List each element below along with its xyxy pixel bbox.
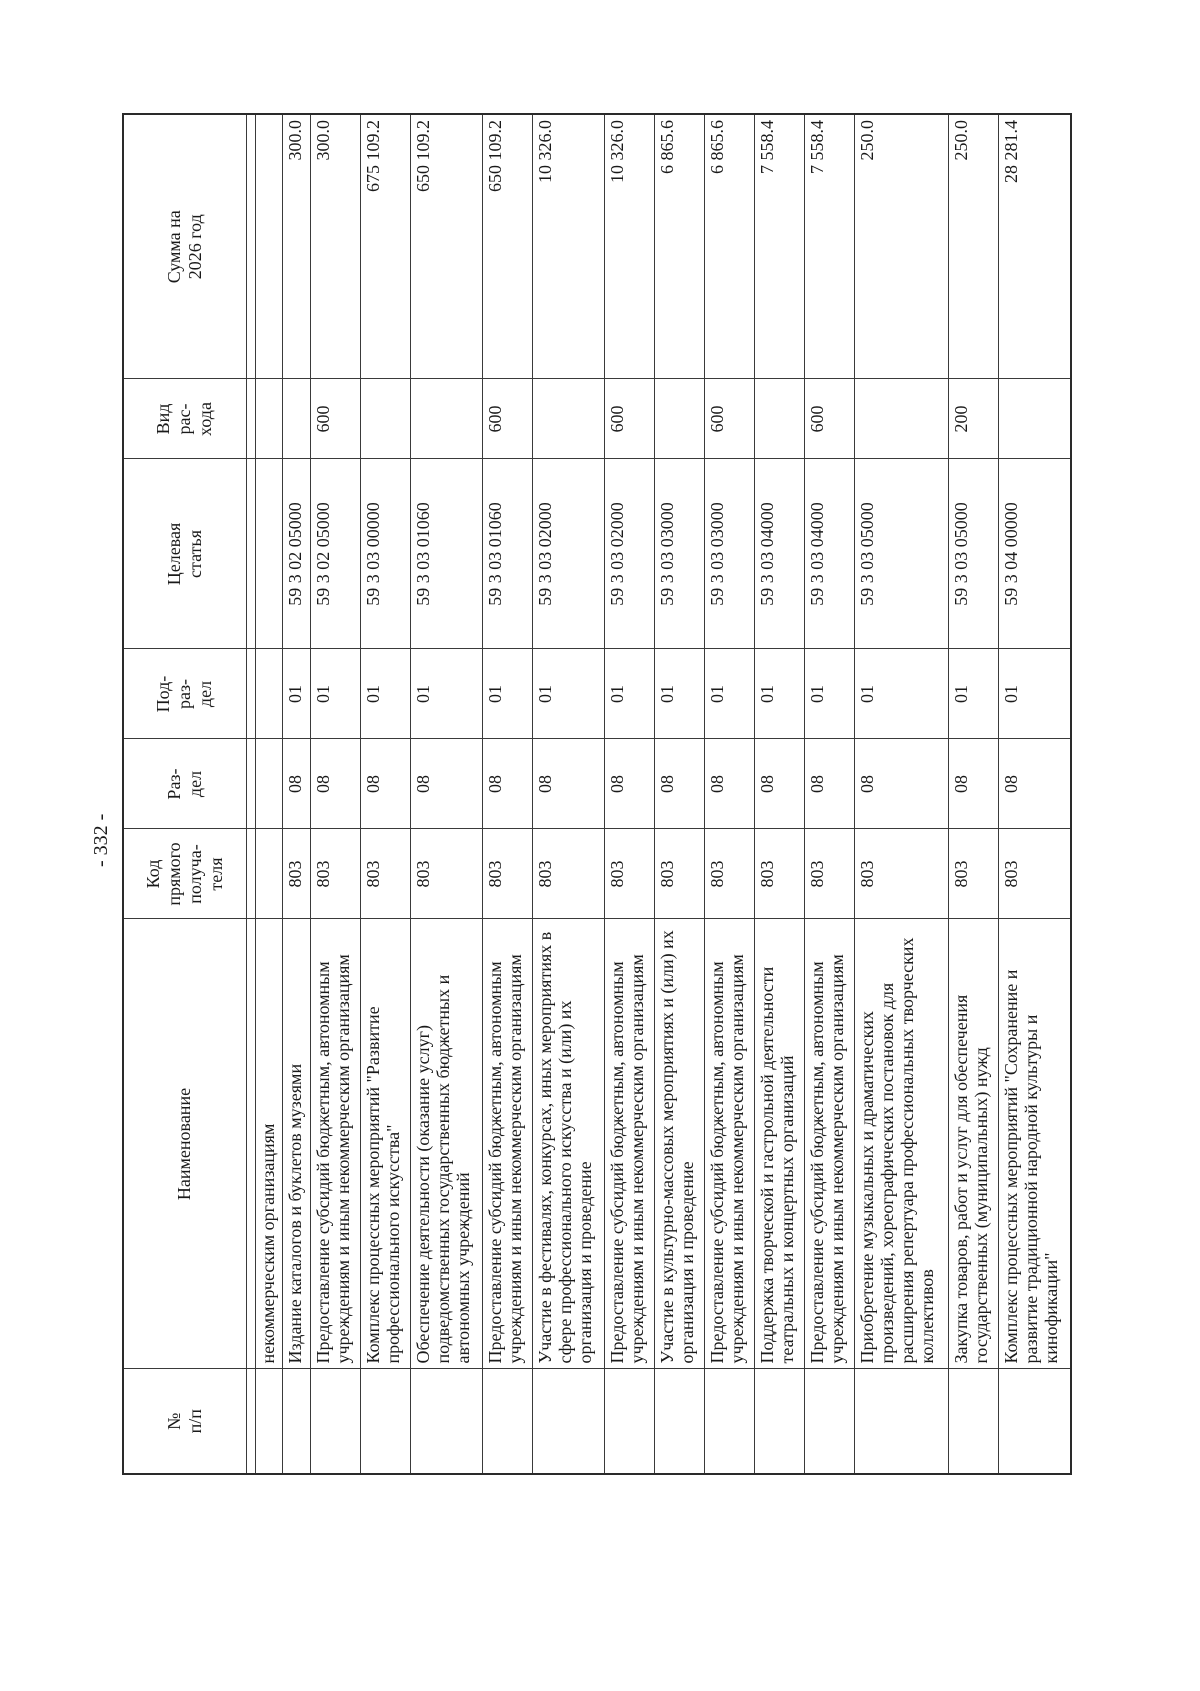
cell-section: 08 [948, 739, 998, 829]
cell-expense: 600 [604, 379, 654, 459]
cell-target: 59 3 03 03000 [654, 459, 704, 649]
cell-code: 803 [532, 829, 604, 919]
cell-sum: 300.0 [283, 114, 311, 379]
table-row [948, 114, 998, 1474]
table-row [604, 114, 654, 1474]
budget-table [122, 113, 1072, 1475]
table-row [310, 114, 360, 1474]
cell-target: 59 3 03 04000 [754, 459, 804, 649]
cell-code: 803 [283, 829, 311, 919]
cell-section: 08 [604, 739, 654, 829]
cell-target: 59 3 02 05000 [283, 459, 311, 649]
cell-sum: 10 326.0 [532, 114, 604, 379]
cell-number [360, 1369, 410, 1474]
cell-expense [283, 379, 311, 459]
cell-expense [360, 379, 410, 459]
cell-subsection: 01 [360, 649, 410, 739]
table-row [654, 114, 704, 1474]
cell-expense: 600 [704, 379, 754, 459]
cell-target: 59 3 03 00000 [360, 459, 410, 649]
cell-number [948, 1369, 998, 1474]
cell-sum: 650 109.2 [410, 114, 482, 379]
header-line: Наименование [174, 1087, 195, 1201]
cell-expense [255, 379, 283, 459]
cell-code: 803 [410, 829, 482, 919]
header-section [123, 739, 246, 829]
table-row [854, 114, 948, 1474]
table-header-row [123, 114, 246, 1474]
table-row [360, 114, 410, 1474]
cell-target: 59 3 03 05000 [948, 459, 998, 649]
cell-section: 08 [754, 739, 804, 829]
cell-subsection: 01 [310, 649, 360, 739]
header-line: Под- [153, 675, 174, 713]
header-line: прямого [163, 842, 184, 906]
header-line: теля [205, 857, 226, 891]
cell-target: 59 3 03 02000 [604, 459, 654, 649]
cell-section [255, 739, 283, 829]
cell-section: 08 [654, 739, 704, 829]
cell-name: Предоставление субсидий бюджетным, автономным учреждениям и иным некоммерческим организациям [604, 919, 654, 1369]
cell-number [410, 1369, 482, 1474]
cell-number [654, 1369, 704, 1474]
cell-target: 59 3 04 00000 [998, 459, 1071, 649]
cell-subsection: 01 [410, 649, 482, 739]
header-expense [123, 379, 246, 459]
cell-expense: 600 [482, 379, 532, 459]
cell-subsection: 01 [482, 649, 532, 739]
table-row [283, 114, 311, 1474]
cell-section: 08 [310, 739, 360, 829]
cell-name: Предоставление субсидий бюджетным, автономным учреждениям и иным некоммерческим организациям [482, 919, 532, 1369]
header-line: хода [195, 402, 216, 436]
cell-code: 803 [654, 829, 704, 919]
table-row [532, 114, 604, 1474]
cell-code [255, 829, 283, 919]
cell-sum: 250.0 [948, 114, 998, 379]
spacer-cell [246, 379, 255, 459]
cell-number [754, 1369, 804, 1474]
cell-sum [255, 114, 283, 379]
cell-name: Участие в культурно-массовых мероприятиях и (или) их организация и проведение [654, 919, 704, 1369]
cell-code: 803 [804, 829, 854, 919]
cell-number [854, 1369, 948, 1474]
cell-number [310, 1369, 360, 1474]
cell-sum: 7 558.4 [754, 114, 804, 379]
header-subsection [123, 649, 246, 739]
cell-sum: 650 109.2 [482, 114, 532, 379]
cell-name: Обеспечение деятельности (оказание услуг) подведомственных государственных бюджетных и автономных учреждений [410, 919, 482, 1369]
cell-target: 59 3 03 01060 [482, 459, 532, 649]
cell-name: Участие в фестивалях, конкурсах, иных мероприятиях в сфере профессионального искусства и (или) их организация и проведение [532, 919, 604, 1369]
header-line: раз- [174, 678, 195, 710]
cell-target [255, 459, 283, 649]
cell-target: 59 3 03 03000 [704, 459, 754, 649]
cell-code: 803 [704, 829, 754, 919]
cell-name: Комплекс процессных мероприятий "Сохранение и развитие традиционной народной культуры и кинофикации" [998, 919, 1071, 1369]
header-line: 2026 год [184, 214, 205, 280]
spacer-cell [246, 649, 255, 739]
cell-expense: 200 [948, 379, 998, 459]
cell-subsection: 01 [654, 649, 704, 739]
cell-target: 59 3 02 05000 [310, 459, 360, 649]
spacer-cell [246, 829, 255, 919]
header-line: дел [184, 770, 205, 798]
cell-number [704, 1369, 754, 1474]
cell-code: 803 [482, 829, 532, 919]
cell-name: Предоставление субсидий бюджетным, автономным учреждениям и иным некоммерческим организациям [704, 919, 754, 1369]
cell-subsection: 01 [532, 649, 604, 739]
table-row [998, 114, 1071, 1474]
cell-section: 08 [804, 739, 854, 829]
table-row [754, 114, 804, 1474]
table-row [482, 114, 532, 1474]
cell-name: некоммерческим организациям [255, 919, 283, 1369]
cell-subsection: 01 [604, 649, 654, 739]
header-sum [123, 114, 246, 379]
cell-section: 08 [360, 739, 410, 829]
header-target [123, 459, 246, 649]
cell-number [255, 1369, 283, 1474]
header-line: Раз- [163, 768, 184, 800]
spacer-cell [246, 459, 255, 649]
header-line: статья [184, 530, 205, 578]
spacer-cell [246, 1369, 255, 1474]
page-number: - 332 - [90, 813, 112, 867]
cell-section: 08 [704, 739, 754, 829]
cell-target: 59 3 03 04000 [804, 459, 854, 649]
cell-sum: 28 281.4 [998, 114, 1071, 379]
cell-subsection: 01 [998, 649, 1071, 739]
cell-name: Приобретение музыкальных и драматических произведений, хореографических постановок для расширения репертуара профессиональных творческих коллективов [854, 919, 948, 1369]
cell-code: 803 [310, 829, 360, 919]
header-line: № [163, 1412, 184, 1430]
cell-number [283, 1369, 311, 1474]
spacer-cell [246, 919, 255, 1369]
cell-code: 803 [854, 829, 948, 919]
cell-section: 08 [998, 739, 1071, 829]
cell-sum: 10 326.0 [604, 114, 654, 379]
cell-name: Предоставление субсидий бюджетным, автономным учреждениям и иным некоммерческим организациям [804, 919, 854, 1369]
cell-target: 59 3 03 05000 [854, 459, 948, 649]
cell-expense [410, 379, 482, 459]
cell-target: 59 3 03 01060 [410, 459, 482, 649]
rotated-page-content [122, 115, 1072, 1475]
header-line: дел [195, 680, 216, 708]
cell-code: 803 [604, 829, 654, 919]
cell-number [998, 1369, 1071, 1474]
header-line: Вид [153, 403, 174, 435]
cell-number [532, 1369, 604, 1474]
cell-subsection: 01 [854, 649, 948, 739]
header-line: Сумма на [163, 210, 184, 284]
cell-section: 08 [482, 739, 532, 829]
cell-number [804, 1369, 854, 1474]
header-line: рас- [174, 403, 195, 435]
cell-number [604, 1369, 654, 1474]
table-spacer-row [246, 114, 255, 1474]
cell-name: Закупка товаров, работ и услуг для обеспечения государственных (муниципальных) нужд [948, 919, 998, 1369]
header-name [123, 919, 246, 1369]
table-row [704, 114, 754, 1474]
cell-expense [754, 379, 804, 459]
cell-expense [998, 379, 1071, 459]
cell-sum: 250.0 [854, 114, 948, 379]
cell-subsection: 01 [948, 649, 998, 739]
header-number [123, 1369, 246, 1474]
cell-subsection: 01 [804, 649, 854, 739]
cell-name: Издание каталогов и буклетов музеями [283, 919, 311, 1369]
table-row [804, 114, 854, 1474]
spacer-cell [246, 114, 255, 379]
table-row [255, 114, 283, 1474]
cell-code: 803 [754, 829, 804, 919]
header-line: получа- [184, 844, 205, 904]
cell-sum: 6 865.6 [654, 114, 704, 379]
cell-number [482, 1369, 532, 1474]
cell-expense [654, 379, 704, 459]
cell-sum: 6 865.6 [704, 114, 754, 379]
header-line: Целевая [163, 522, 184, 586]
cell-expense: 600 [804, 379, 854, 459]
cell-name: Предоставление субсидий бюджетным, автономным учреждениям и иным некоммерческим организациям [310, 919, 360, 1369]
spacer-cell [246, 739, 255, 829]
table-body [246, 114, 1071, 1474]
cell-expense [854, 379, 948, 459]
header-line: Код [142, 859, 163, 889]
cell-subsection: 01 [283, 649, 311, 739]
cell-name: Поддержка творческой и гастрольной деятельности театральных и концертных организаций [754, 919, 804, 1369]
cell-code: 803 [948, 829, 998, 919]
cell-target: 59 3 03 02000 [532, 459, 604, 649]
cell-subsection [255, 649, 283, 739]
cell-expense: 600 [310, 379, 360, 459]
cell-subsection: 01 [704, 649, 754, 739]
cell-sum: 300.0 [310, 114, 360, 379]
cell-name: Комплекс процессных мероприятий "Развитие профессионального искусства" [360, 919, 410, 1369]
cell-section: 08 [410, 739, 482, 829]
header-line: п/п [184, 1409, 205, 1434]
cell-sum: 675 109.2 [360, 114, 410, 379]
cell-section: 08 [532, 739, 604, 829]
cell-section: 08 [283, 739, 311, 829]
cell-subsection: 01 [754, 649, 804, 739]
cell-sum: 7 558.4 [804, 114, 854, 379]
cell-code: 803 [998, 829, 1071, 919]
cell-section: 08 [854, 739, 948, 829]
table-row [410, 114, 482, 1474]
header-code [123, 829, 246, 919]
cell-code: 803 [360, 829, 410, 919]
cell-expense [532, 379, 604, 459]
